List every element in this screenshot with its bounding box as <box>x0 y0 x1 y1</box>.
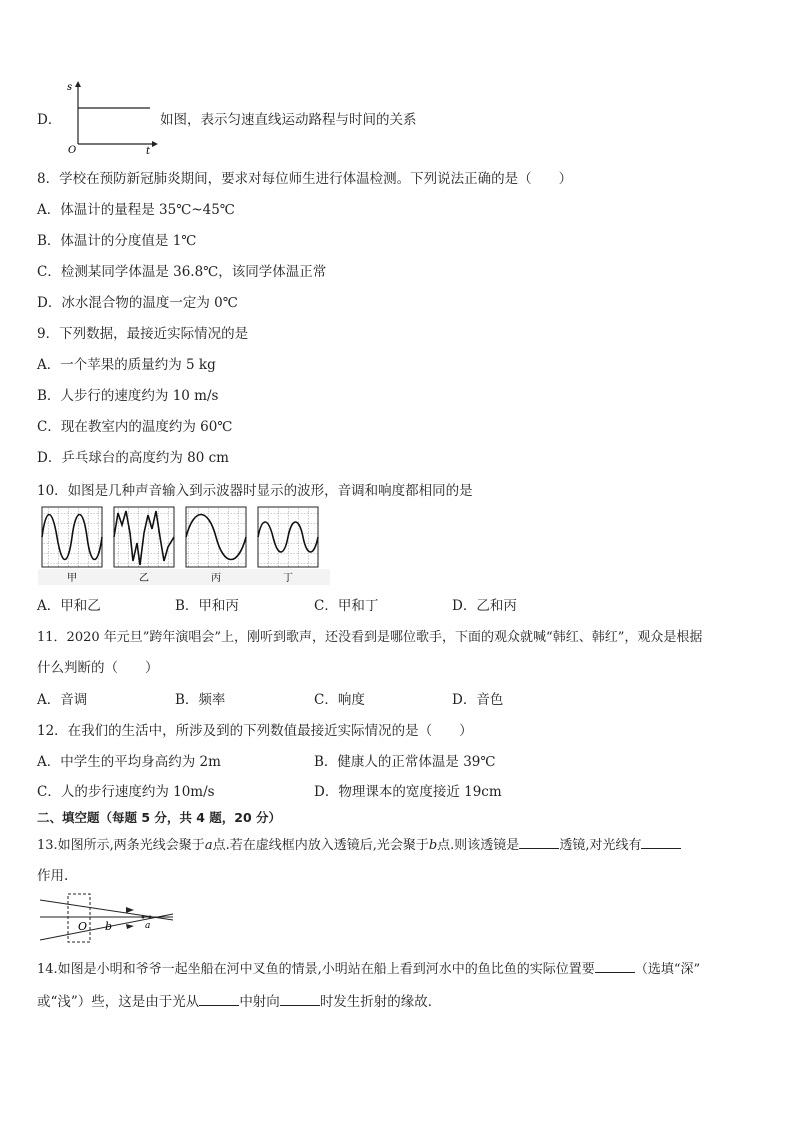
q14-text-5: 时发生折射的缘故． <box>319 994 442 1010</box>
q13-text-4: 透镜,对光线有 <box>559 838 642 853</box>
lens-ray-figure <box>38 890 178 948</box>
q13-point-a: a <box>204 838 213 853</box>
q14-text-1: 14.如图是小明和爷爷一起坐船在河中叉鱼的情景,小明站在船上看到河水中的鱼比鱼的实际位置要 <box>37 962 595 977</box>
q14-blank-1[interactable] <box>595 960 635 973</box>
ray-lower-arrow <box>126 924 134 929</box>
waveform-panel-ding <box>258 507 318 567</box>
point-b-dot <box>142 916 145 919</box>
q14-text-2: （选填“深” <box>634 962 701 977</box>
q13-blank-2[interactable] <box>641 836 681 849</box>
point-a-dot <box>149 916 152 919</box>
q10-option-d: D．乙和丙 <box>452 598 517 614</box>
lens-center-label: O <box>78 920 88 933</box>
q14-text-3: 或“浅”）些，这是由于光从 <box>37 994 200 1010</box>
q11-option-b: B．频率 <box>175 692 226 708</box>
st-graph-origin-label: O <box>68 145 77 155</box>
q14-stem-line2 <box>37 990 441 1010</box>
st-graph-s-label: s <box>67 82 73 93</box>
lens-dashed-box <box>68 894 90 942</box>
q7-option-d-label: D． <box>37 112 62 128</box>
waveform-label-jia: 甲 <box>67 573 77 584</box>
waveform-label-ding: 丁 <box>283 573 293 584</box>
q13-text-3: 点.则该透镜是 <box>437 838 520 853</box>
q13-point-b: b <box>428 838 438 853</box>
q12-option-d: D．物理课本的宽度接近 19cm <box>314 784 502 800</box>
q11-stem-line2: 什么判断的（ ） <box>37 660 159 676</box>
focus-b-label: b <box>105 920 113 933</box>
st-graph-t-arrow <box>152 141 158 147</box>
q9-option-d: D．乒乓球台的高度约为 80 cm <box>37 450 229 466</box>
st-graph-t-label: t <box>146 146 151 155</box>
q10-option-b: B．甲和丙 <box>175 598 239 614</box>
q8-option-d: D．冰水混合物的温度一定为 0℃ <box>37 295 238 311</box>
ray-upper-arrow <box>126 907 134 913</box>
q12-stem: 12．在我们的生活中，所涉及到的下列数值最接近实际情况的是（ ） <box>37 723 473 739</box>
q11-stem-line1: 11．2020 年元旦”跨年演唱会”上，刚听到歌声，还没看到是哪位歌手，下面的观众就喊“韩红、韩红”，观众是根据 <box>37 630 703 645</box>
st-graph-s-arrow <box>75 81 81 87</box>
q12-option-b: B．健康人的正常体温是 39℃ <box>314 754 496 770</box>
q14-blank-3[interactable] <box>280 993 320 1006</box>
q10-stem: 10．如图是几种声音输入到示波器时显示的波形，音调和响度都相同的是 <box>37 483 473 499</box>
q13-text-1: 13.如图所示,两条光线会聚于 <box>37 838 205 853</box>
waveform-label-bing: 丙 <box>211 573 221 584</box>
q8-option-a: A．体温计的量程是 35℃~45℃ <box>37 202 235 218</box>
q8-option-b: B．体温计的分度值是 1℃ <box>37 233 197 249</box>
focus-a-label: a <box>145 921 151 931</box>
oscilloscope-waveforms-figure <box>38 503 330 585</box>
q7-option-d-text: 如图，表示匀速直线运动路程与时间的关系 <box>160 112 417 128</box>
q9-option-b: B．人步行的速度约为 10 m/s <box>37 388 219 404</box>
q11-option-a: A．音调 <box>37 692 88 708</box>
q9-option-a: A．一个苹果的质量约为 5 kg <box>37 357 216 373</box>
q9-stem: 9．下列数据，最接近实际情况的是 <box>37 326 249 342</box>
section-title-fill-blank: 二、填空题（每题 5 分，共 4 题，20 分） <box>37 810 282 825</box>
q14-text-4: 中射向 <box>239 994 280 1010</box>
q13-blank-1[interactable] <box>519 836 559 849</box>
q11-option-c: C．响度 <box>314 692 365 708</box>
q14-blank-2[interactable] <box>199 993 239 1006</box>
q10-option-a: A．甲和乙 <box>37 598 101 614</box>
q9-option-c: C．现在教室内的温度约为 60℃ <box>37 419 233 435</box>
q12-option-a: A．中学生的平均身高约为 2m <box>37 754 221 770</box>
waveform-label-yi: 乙 <box>139 573 149 584</box>
q13-stem-line2: 作用. <box>37 868 69 884</box>
q10-option-c: C．甲和丁 <box>314 598 379 614</box>
q8-stem: 8．学校在预防新冠肺炎期间，要求对每位师生进行体温检测。下列说法正确的是（ ） <box>37 171 573 187</box>
q12-option-c: C．人的步行速度约为 10m/s <box>37 784 215 800</box>
waveform-panel-bing <box>186 507 246 567</box>
waveform-panel-jia <box>42 507 102 567</box>
st-graph-figure <box>60 80 160 155</box>
q11-option-d: D．音色 <box>452 692 504 708</box>
q13-text-2: 点.若在虚线框内放入透镜后,光会聚于 <box>212 838 429 853</box>
q14-stem-line1 <box>37 958 700 977</box>
q8-option-c: C．检测某同学体温是 36.8℃，该同学体温正常 <box>37 264 327 280</box>
waveform-panel-yi <box>114 507 174 567</box>
q13-stem-line1 <box>37 834 681 853</box>
